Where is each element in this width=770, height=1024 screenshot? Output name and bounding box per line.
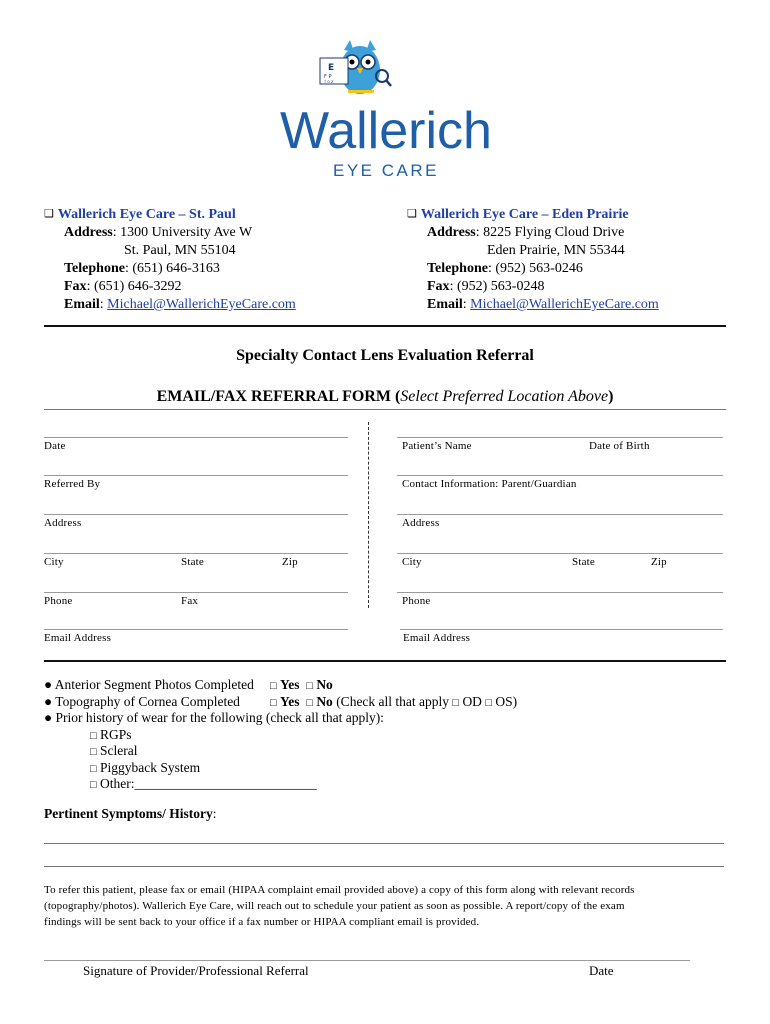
signature-date-label: Date xyxy=(589,963,614,978)
patient-city-state-zip-field[interactable] xyxy=(397,553,723,554)
city-state-zip-field[interactable] xyxy=(44,553,348,554)
bullet-icon: ● xyxy=(44,710,53,725)
patient-name-label: Patient’s Name xyxy=(402,440,472,452)
question-photos: Anterior Segment Photos Completed xyxy=(54,677,254,692)
svg-text:F P: F P xyxy=(324,74,332,80)
dob-label: Date of Birth xyxy=(589,440,650,452)
questions-block xyxy=(44,677,734,793)
phone-fax-field[interactable] xyxy=(44,592,348,593)
od-checkbox[interactable]: □ xyxy=(452,696,460,709)
patient-email-label: Email Address xyxy=(403,632,471,644)
note-line: findings will be sent back to your office if a fax number or HIPAA compliant email is provided. xyxy=(44,916,480,928)
piggyback-checkbox[interactable]: □ xyxy=(90,762,97,775)
od-label: OD xyxy=(462,693,482,709)
form-subtitle: EMAIL/FAX REFERRAL FORM (Select Preferred Location Above) xyxy=(156,388,614,405)
brand-name: Wallerich xyxy=(280,102,492,160)
address-line1: 8225 Flying Cloud Drive xyxy=(483,225,625,240)
yes-checkbox[interactable]: □ xyxy=(270,696,277,709)
address-label: Address xyxy=(427,225,476,240)
subtitle-main: EMAIL/FAX REFERRAL FORM xyxy=(156,388,391,405)
referred-by-label: Referred By xyxy=(44,478,101,490)
check-all-note: (Check all that apply xyxy=(336,693,450,709)
yes-checkbox[interactable]: □ xyxy=(270,680,277,692)
address-label: Address xyxy=(44,517,82,529)
option-scleral: Scleral xyxy=(100,743,138,758)
date-label: Date xyxy=(44,440,66,452)
patient-name-field[interactable] xyxy=(397,437,723,438)
symptoms-heading: Pertinent Symptoms/ History: xyxy=(44,806,217,821)
location-eden-prairie: ❑ Wallerich Eye Care – Eden Prairie Address: 8225 Flying Cloud Drive Eden Prairie, MN 55344 Telephone: (952) 563-0246 Fax: (952) 563-0248 Email: Michael@WallerichEyeCare.com xyxy=(407,207,659,312)
subtitle-note: Select Preferred Location Above xyxy=(400,388,609,405)
email-link[interactable]: Michael@WallerichEyeCare.com xyxy=(107,297,296,312)
signature-line[interactable] xyxy=(44,960,690,961)
note-line: To refer this patient, please fax or email (HIPAA complaint email provided above) a copy of this form along with relevant records xyxy=(44,884,635,896)
scleral-checkbox[interactable]: □ xyxy=(90,746,97,758)
patient-city-label: City xyxy=(402,556,422,568)
wallerich-logo xyxy=(270,40,502,185)
telephone-label: Telephone xyxy=(427,261,488,276)
option-rgp: RGPs xyxy=(100,726,132,742)
telephone-value: (651) 646-3163 xyxy=(132,261,220,276)
no-label: No xyxy=(316,693,333,709)
referral-note xyxy=(44,882,734,930)
no-checkbox[interactable]: □ xyxy=(306,696,313,709)
contact-info-field[interactable] xyxy=(397,475,723,476)
yes-label: Yes xyxy=(280,693,300,709)
referred-by-field[interactable] xyxy=(44,475,348,476)
state-label: State xyxy=(181,556,204,568)
address-label: Address xyxy=(64,225,113,240)
bullet-icon: ● xyxy=(44,677,53,692)
address-line2: Eden Prairie, MN 55344 xyxy=(487,243,625,258)
patient-state-label: State xyxy=(572,556,595,568)
patient-address-field[interactable] xyxy=(397,514,723,515)
checkbox-icon[interactable]: ❑ xyxy=(44,208,54,220)
checkbox-icon[interactable]: ❑ xyxy=(407,208,417,220)
option-other[interactable]: Other:___________________________ xyxy=(100,776,317,791)
fax-label: Fax xyxy=(427,279,450,294)
zip-label: Zip xyxy=(282,556,298,568)
rgp-checkbox[interactable]: □ xyxy=(90,729,97,742)
address-line2: St. Paul, MN 55104 xyxy=(124,243,236,258)
os-label: OS) xyxy=(495,693,518,709)
svg-text:E: E xyxy=(328,63,335,73)
patient-address-label: Address xyxy=(402,517,440,529)
contact-info-label: Contact Information: Parent/Guardian xyxy=(402,478,577,490)
divider xyxy=(44,660,726,662)
svg-text:T O Z: T O Z xyxy=(324,80,334,84)
fax-value: (651) 646-3292 xyxy=(93,279,182,294)
location-name: Wallerich Eye Care – St. Paul xyxy=(57,207,236,222)
email-label: Email Address xyxy=(44,632,112,644)
question-prior-wear: Prior history of wear for the following (check all that apply): xyxy=(55,710,384,725)
city-label: City xyxy=(44,556,64,568)
patient-phone-field[interactable] xyxy=(397,592,723,593)
yes-label: Yes xyxy=(280,677,300,692)
address-field[interactable] xyxy=(44,514,348,515)
fax-value: (952) 563-0248 xyxy=(456,279,545,294)
bullet-icon: ● xyxy=(44,693,53,709)
question-topography: Topography of Cornea Completed xyxy=(55,693,240,709)
os-checkbox[interactable]: □ xyxy=(485,696,492,709)
note-line: (topography/photos). Wallerich Eye Care, will reach out to schedule your patient as soon as possible. A report/copy of the exam xyxy=(44,900,625,912)
email-label: Email xyxy=(427,297,463,312)
divider xyxy=(44,409,726,410)
fax-label: Fax xyxy=(64,279,87,294)
email-link[interactable]: Michael@WallerichEyeCare.com xyxy=(470,297,659,312)
location-name: Wallerich Eye Care – Eden Prairie xyxy=(420,207,629,222)
symptoms-line-1[interactable] xyxy=(44,843,724,844)
location-st-paul: ❑ Wallerich Eye Care – St. Paul Address: 1300 University Ave W St. Paul, MN 55104 Telephone: (651) 646-3163 Fax: (651) 646-3292 Email: Michael@WallerichEyeCare.com xyxy=(44,207,296,312)
date-field[interactable] xyxy=(44,437,348,438)
telephone-value: (952) 563-0246 xyxy=(495,261,583,276)
owl-icon xyxy=(320,40,391,94)
email-label: Email xyxy=(64,297,100,312)
no-checkbox[interactable]: □ xyxy=(306,680,313,692)
patient-email-field[interactable] xyxy=(400,629,723,630)
form-title: Specialty Contact Lens Evaluation Referral xyxy=(236,347,534,364)
patient-zip-label: Zip xyxy=(651,556,667,568)
other-checkbox[interactable]: □ xyxy=(90,779,97,791)
telephone-label: Telephone xyxy=(64,261,125,276)
address-line1: 1300 University Ave W xyxy=(120,225,253,240)
brand-tagline: EYE CARE xyxy=(333,161,439,180)
divider xyxy=(44,325,726,327)
symptoms-line-2[interactable] xyxy=(44,866,724,867)
fax-label: Fax xyxy=(181,595,199,607)
signature-label: Signature of Provider/Professional Referral xyxy=(83,963,309,978)
no-label: No xyxy=(316,677,333,692)
patient-phone-label: Phone xyxy=(402,595,431,607)
symptoms-label: Pertinent Symptoms/ History xyxy=(44,806,213,821)
email-field[interactable] xyxy=(44,629,348,630)
column-divider xyxy=(368,422,369,608)
phone-label: Phone xyxy=(44,595,73,607)
option-piggyback: Piggyback System xyxy=(100,759,201,775)
